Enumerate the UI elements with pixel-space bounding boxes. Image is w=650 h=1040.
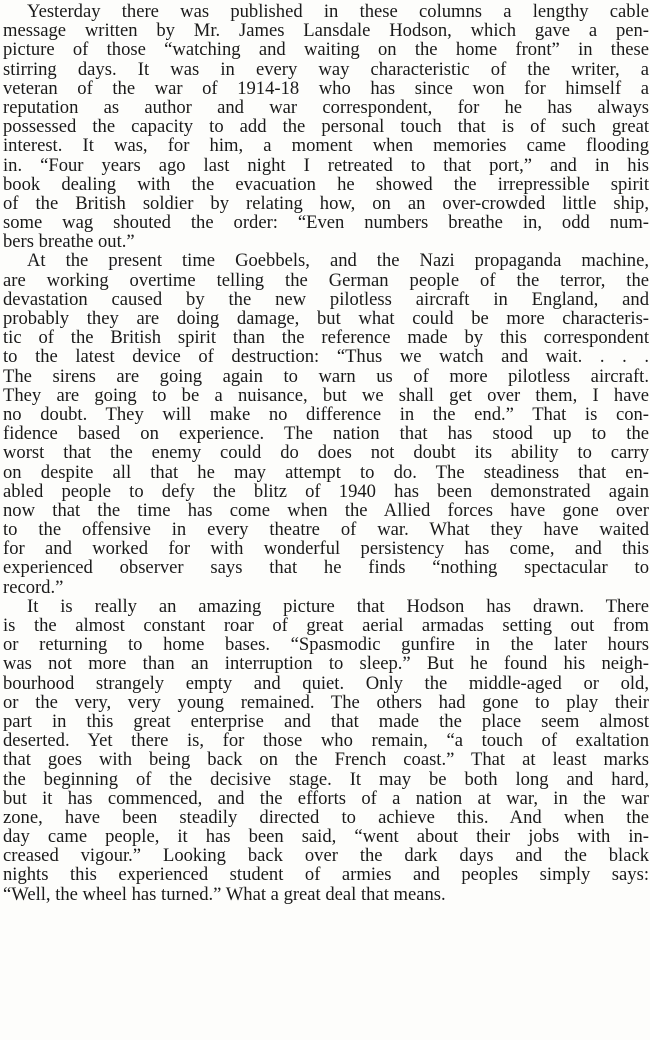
text-line: in. “Four years ago last night I retreated to that port,” and in his: [3, 155, 649, 175]
text-line: interest. It was, for him, a moment when memories came flooding: [3, 136, 649, 156]
text-line: creased vigour.” Looking back over the dark days and the black: [3, 846, 649, 866]
text-line: picture of those “watching and waiting on the home front” in these: [3, 40, 649, 60]
text-line: no doubt. They will make no difference in the end.” That is con-: [3, 404, 649, 425]
text-line: the beginning of the decisive stage. It may be both long and hard,: [3, 769, 649, 789]
text-line: is the almost constant roar of great aerial armadas setting out from: [3, 616, 649, 636]
text-line: book dealing with the evacuation he showed the irrepressible spirit: [3, 174, 649, 194]
text-line: stirring days. It was in every way characteristic of the writer, a: [3, 59, 649, 79]
text-line: was not more than an interruption to sleep.” But he found his neigh-: [3, 654, 649, 674]
text-line: bourhood strangely empty and quiet. Only the middle-aged or old,: [3, 673, 649, 693]
text-line: abled people to defy the blitz of 1940 has been demonstrated again: [3, 481, 649, 501]
text-line: for and worked for with wonderful persistency has come, and this: [3, 539, 649, 559]
text-line: that goes with being back on the French coast.” That at least marks: [3, 750, 649, 770]
text-line: deserted. Yet there is, for those who remain, “a touch of exaltation: [3, 731, 649, 751]
article-column: [3, 2, 649, 904]
text-line: It is really an amazing picture that Hodson has drawn. There: [27, 596, 649, 616]
text-line: bers breathe out.”: [3, 232, 135, 252]
text-line: tic of the British spirit than the reference made by this correspondent: [3, 328, 649, 348]
text-line: Yesterday there was published in these columns a lengthy cable: [27, 2, 649, 22]
text-line: now that the time has come when the Allied forces have gone over: [3, 500, 649, 521]
text-line: to the offensive in every theatre of war. What they have waited: [3, 520, 649, 540]
text-line: on despite all that he may attempt to do. The steadiness that en-: [3, 462, 649, 482]
text-line: of the British soldier by relating how, on an over-crowded little ship,: [3, 193, 649, 214]
text-line: to the latest device of destruction: “Thus we watch and wait. . . .: [3, 347, 649, 367]
text-line: probably they are doing damage, but what could be more characteris-: [3, 309, 649, 329]
text-line: veteran of the war of 1914-18 who has since won for himself a: [3, 78, 649, 98]
text-line: nights this experienced student of armies and peoples simply says:: [3, 865, 649, 885]
text-line: or returning to home bases. “Spasmodic gunfire in the later hours: [3, 635, 649, 655]
text-line: or the very, very young remained. The others had gone to play their: [3, 692, 649, 712]
text-line: fidence based on experience. The nation that has stood up to the: [3, 424, 649, 444]
text-line: part in this great enterprise and that made the place seem almost: [3, 711, 649, 732]
text-line: are working overtime telling the German people of the terror, the: [3, 270, 649, 290]
text-line: devastation caused by the new pilotless aircraft in England, and: [3, 289, 649, 309]
paragraph-2: [3, 251, 649, 596]
text-line: possessed the capacity to add the personal touch that is of such great: [3, 117, 649, 137]
text-line: but it has commenced, and the efforts of a nation at war, in the war: [3, 788, 649, 808]
text-line: The sirens are going again to warn us of more pilotless aircraft.: [3, 366, 649, 386]
text-line: “Well, the wheel has turned.” What a great deal that means.: [3, 884, 446, 904]
text-line: At the present time Goebbels, and the Nazi propaganda machine,: [27, 251, 649, 271]
text-line: zone, have been steadily directed to achieve this. And when the: [3, 807, 649, 828]
paragraph-1: [3, 2, 649, 251]
text-line: some wag shouted the order: “Even numbers breathe in, odd num-: [3, 213, 649, 233]
text-line: reputation as author and war correspondent, for he has always: [3, 97, 649, 118]
text-line: record.”: [3, 577, 64, 597]
text-line: day came people, it has been said, “went about their jobs with in-: [3, 827, 649, 847]
text-line: experienced observer says that he finds “nothing spectacular to: [3, 558, 649, 578]
text-line: worst that the enemy could do does not doubt its ability to carry: [3, 443, 649, 463]
text-line: message written by Mr. James Lansdale Hodson, which gave a pen-: [3, 21, 649, 41]
text-line: They are going to be a nuisance, but we shall get over them, I have: [3, 385, 649, 405]
paragraph-3: [3, 597, 649, 904]
